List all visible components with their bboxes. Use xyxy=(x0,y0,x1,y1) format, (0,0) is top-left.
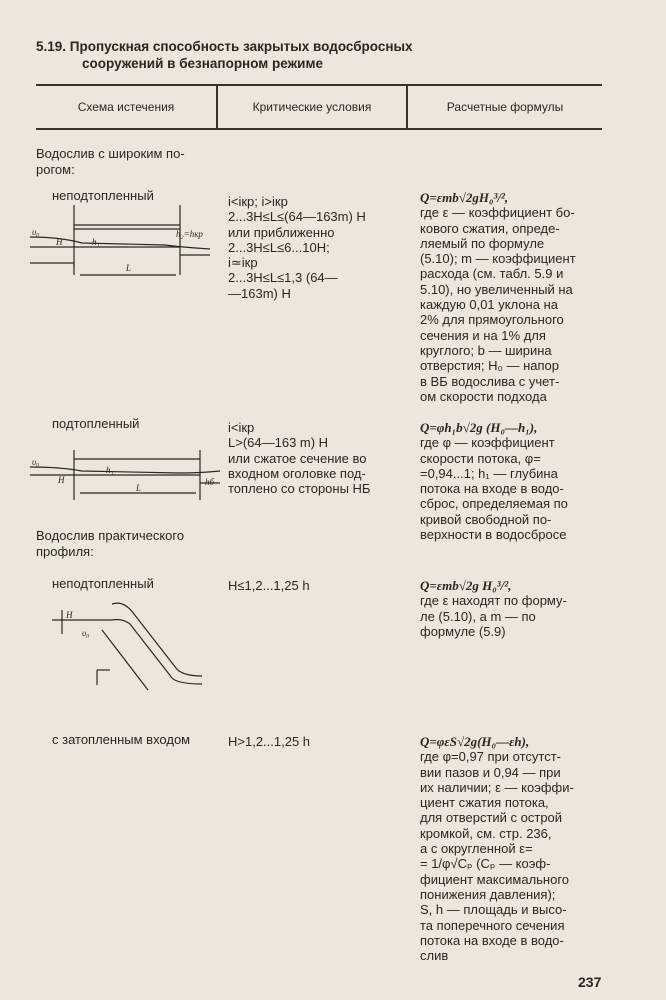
row2-label-v0: υ₀ xyxy=(32,457,40,467)
row4-formula: Q=φεS√2g(H₀—εh), xyxy=(420,734,530,749)
column-header-formulas: Расчетные формулы xyxy=(446,100,564,114)
row1-scheme-diagram xyxy=(30,205,220,295)
row2-conditions: i<iкр L>(64—163 m) H или сжатое сечение во входном оголовке под- топлено со стороны НБ xyxy=(228,420,371,497)
row4-conditions: H>1,2...1,25 h xyxy=(228,734,311,749)
row1-label-L: L xyxy=(126,263,132,273)
row2-label-hb: hб xyxy=(205,477,215,487)
row3-label-H: H xyxy=(66,610,73,620)
row1-formulas: Q=εmb√2gH₀³/², где ε — коэффициент бо- кового сжатия, опреде- ляемый по формуле (5.10); m — коэффициент расхода (см. табл. 5.9 и 5.10), но увеличенный на каждую 0,01 уклона на 2% для прямоугольного сечения и на 1% для круглого; b — ширина отверстия; H₀ — напор в ВБ водослива с учет- ом скорости подхода xyxy=(420,190,600,404)
row2-label-L: L xyxy=(136,483,142,493)
section-number: 5.19. xyxy=(36,39,67,54)
row1-label-h2: h₂=hкр xyxy=(176,229,203,239)
row3-conditions: H≤1,2...1,25 h xyxy=(228,578,310,593)
row1-formula: Q=εmb√2gH₀³/², xyxy=(420,190,509,205)
table-header-rule xyxy=(36,128,602,130)
row1-label: неподтопленный xyxy=(52,188,154,203)
title-line-1: Пропускная способность закрытых водосбросных xyxy=(69,39,413,54)
row3-label: неподтопленный xyxy=(52,576,154,591)
row1-label-v0: υ₀ xyxy=(32,227,40,237)
row4-label: с затопленным входом xyxy=(52,732,191,747)
row3-formula: Q=εmb√2g H₀³/², xyxy=(420,578,512,593)
row1-label-H: H xyxy=(56,237,63,247)
row2-label: подтопленный xyxy=(52,416,140,431)
group-title-practical: Водослив практического профиля: xyxy=(36,528,185,559)
column-header-scheme: Схема истечения xyxy=(77,100,175,114)
row3-formulas: Q=εmb√2g H₀³/², где ε находят по форму- ле (5.10), а m — по формуле (5.9) xyxy=(420,578,600,639)
row2-formulas: Q=φh₁b√2g (H₀—h₁), где φ — коэффициент скорости потока, φ= =0,94...1; h₁ — глубина потока на входе в водо- сброс, определяемая по кривой свободной по- верхности в водосбросе xyxy=(420,420,600,542)
row2-label-H: H xyxy=(58,475,65,485)
page-number: 237 xyxy=(578,974,602,990)
table-top-rule xyxy=(36,84,602,86)
row3-label-v0: υ₀ xyxy=(82,628,90,638)
title-line-2: сооружений в безнапорном режиме xyxy=(82,56,323,71)
row1-conditions: i<iкр; i>iкр 2...3H≤L≤(64—163m) H или приближенно 2...3H≤L≤6...10H; i≃iкр 2...3H≤L≤1,3 (64— —163m) H xyxy=(228,194,366,301)
row4-formulas: Q=φεS√2g(H₀—εh), где φ=0,97 при отсутст- вии пазов и 0,94 — при их наличии; ε — коэффи- циент сжатия потока, для отверстий с острой кромкой, см. стр. 236, а с округленной ε= = 1/φ√Cₚ (Cₚ — коэф- фициент максимального понижения давления); S, h — площадь и высо- та поперечного сечения потока на входе в водо- слив xyxy=(420,734,600,963)
row2-formula: Q=φh₁b√2g (H₀—h₁), xyxy=(420,420,538,435)
section-title xyxy=(36,38,596,72)
group-title-broad-crest: Водослив с широким по- рогом: xyxy=(36,146,185,177)
column-header-conditions: Критические условия xyxy=(252,100,372,114)
row3-scheme-diagram xyxy=(52,600,212,690)
row2-label-h1: h₁ xyxy=(106,465,114,475)
row2-scheme-diagram xyxy=(30,445,220,510)
row1-label-h1: h₁ xyxy=(92,237,100,247)
